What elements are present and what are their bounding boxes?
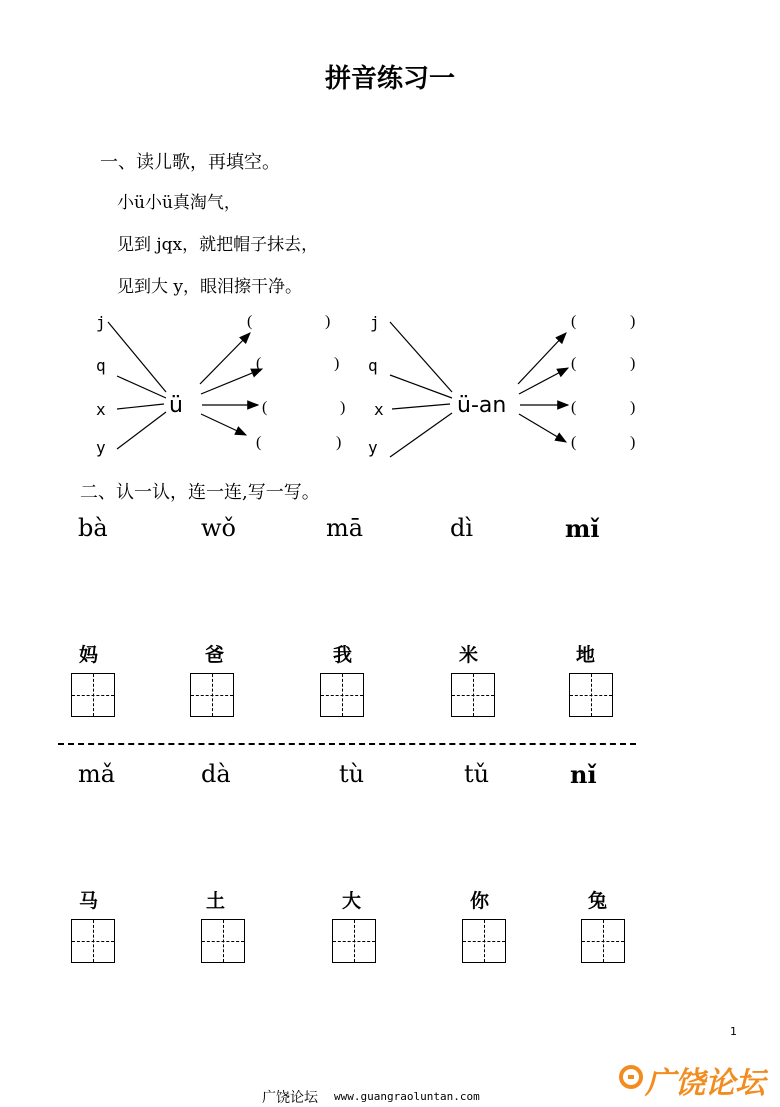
row2-pinyin-3: tù (339, 760, 365, 788)
left-paren-close-4: ) (336, 434, 342, 451)
footer-url[interactable]: www.guangraoluntan.com (334, 1090, 480, 1103)
arrow-uan-4 (519, 414, 566, 442)
writing-grid-5[interactable] (569, 673, 613, 717)
row2-char-4: 你 (470, 890, 490, 912)
row1-pinyin-3: mā (326, 514, 364, 542)
left-letter-j: j (96, 313, 106, 332)
left-letter-y: y (96, 438, 106, 457)
row2-pinyin-1: mǎ (78, 760, 116, 788)
writing-grid-7[interactable] (201, 919, 245, 963)
right-letter-x: x (374, 400, 384, 419)
section1-heading: 一、读儿歌，再填空。 (100, 152, 280, 173)
logo-icon (619, 1065, 643, 1089)
arrow-uan-1 (518, 333, 566, 384)
row2-pinyin-4: tǔ (464, 760, 490, 788)
writing-grid-6[interactable] (71, 919, 115, 963)
row1-pinyin-5: mǐ (565, 514, 600, 543)
writing-grid-10[interactable] (581, 919, 625, 963)
page-title: 拼音练习一 (324, 64, 455, 94)
line-x-uan (392, 404, 450, 409)
line-q-uan (390, 375, 452, 398)
left-center-u: ü (169, 393, 183, 418)
section2-heading: 二、认一认，连一连,写一写。 (80, 482, 320, 503)
row2-pinyin-2: dà (201, 760, 231, 788)
left-letter-x: x (96, 400, 106, 419)
line-q-u (117, 376, 166, 398)
row2-char-1: 马 (79, 890, 99, 912)
arrow-u-4 (201, 414, 246, 435)
row1-char-1: 妈 (79, 644, 99, 666)
row1-pinyin-4: dì (450, 514, 474, 542)
row1-char-4: 米 (459, 644, 479, 666)
poem-line-1: 小ü小ü真淘气， (117, 193, 241, 213)
writing-grid-1[interactable] (71, 673, 115, 717)
right-paren-close-1: ) (630, 313, 636, 330)
left-paren-close-2: ) (334, 355, 340, 372)
right-paren-open-4: ( (571, 434, 577, 451)
right-paren-open-2: ( (571, 355, 577, 372)
dashed-divider (58, 743, 636, 745)
arrow-u-2 (201, 369, 262, 394)
right-paren-close-2: ) (630, 355, 636, 372)
poem-line-2: 见到 jqx，就把帽子抹去， (117, 235, 319, 255)
page-number: 1 (730, 1025, 737, 1038)
right-letter-q: q (368, 356, 378, 375)
writing-grid-8[interactable] (332, 919, 376, 963)
writing-grid-3[interactable] (320, 673, 364, 717)
arrow-uan-2 (519, 368, 568, 394)
right-letter-j: j (370, 313, 380, 332)
row1-pinyin-1: bà (78, 514, 108, 542)
right-letter-y: y (368, 438, 378, 457)
left-paren-close-3: ) (340, 399, 346, 416)
row1-char-5: 地 (576, 644, 596, 666)
line-j-u (108, 322, 166, 392)
row2-char-3: 大 (342, 890, 362, 912)
footer-label: 广饶论坛 (262, 1090, 318, 1106)
line-j-uan (390, 322, 452, 392)
right-center-uan: ü-an (457, 393, 507, 418)
left-letter-q: q (96, 356, 106, 375)
row2-char-5: 兔 (588, 890, 608, 912)
left-paren-open-1: ( (247, 313, 253, 330)
row1-char-3: 我 (333, 644, 353, 666)
right-paren-close-3: ) (630, 399, 636, 416)
left-paren-open-4: ( (256, 434, 262, 451)
line-y-uan (390, 413, 452, 457)
left-paren-open-2: ( (256, 355, 262, 372)
row2-pinyin-5: nǐ (570, 760, 597, 789)
row2-char-2: 土 (206, 890, 226, 912)
writing-grid-4[interactable] (451, 673, 495, 717)
poem-line-3: 见到大 y，眼泪擦干净。 (117, 277, 303, 297)
writing-grid-9[interactable] (462, 919, 506, 963)
right-paren-open-3: ( (571, 399, 577, 416)
row1-char-2: 爸 (205, 644, 225, 666)
right-paren-close-4: ) (630, 434, 636, 451)
left-paren-close-1: ) (325, 313, 331, 330)
logo-text: 广饶论坛 (645, 1066, 765, 1101)
writing-grid-2[interactable] (190, 673, 234, 717)
right-paren-open-1: ( (571, 313, 577, 330)
row1-pinyin-2: wǒ (201, 514, 236, 542)
line-y-u (117, 412, 166, 449)
line-x-u (117, 404, 164, 409)
left-paren-open-3: ( (262, 399, 268, 416)
